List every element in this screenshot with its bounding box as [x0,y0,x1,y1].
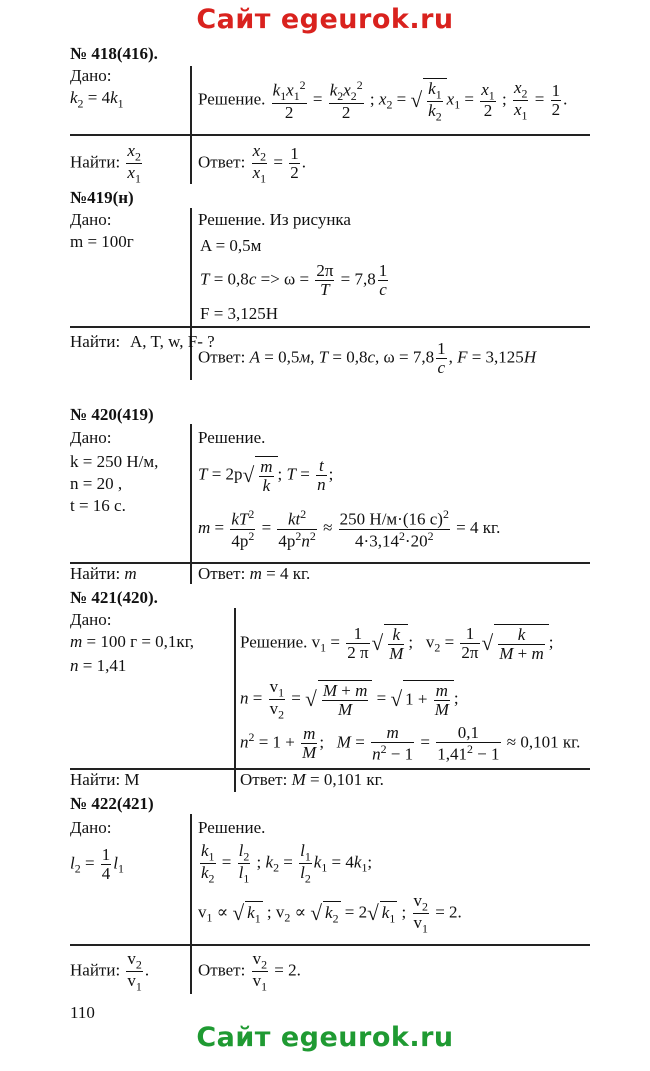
problem-421-solution-label: Решение. [240,632,308,652]
problem-419-answer-label: Ответ: [198,347,246,367]
problem-421-given-1: m = 100 г = 0,1кг, [70,632,194,651]
problem-419-solution-line-1: A = 0,5м [200,236,262,255]
problem-422-divider [190,814,192,994]
problem-420-hline [70,562,590,564]
problem-422-title: № 422(421) [70,794,154,813]
problem-418-hline [70,134,590,136]
site-watermark-top: Сайт egeurok.ru [196,4,454,35]
problem-421-title: № 421(420). [70,588,158,607]
problem-420-find [70,564,137,584]
problem-422-given-value: $l_2$ = $\frac{1}{4}$ $l_1$ [70,845,124,883]
problem-421-given-2: n = 1,41 [70,656,127,675]
problem-420-find-value: m [124,564,137,583]
problem-420-answer: Ответ: m = 4 кг. [198,564,311,583]
problem-420-given-2: n = 20 , [70,474,123,493]
problem-419-solution-header: Решение. Из рисунка [198,210,351,229]
problem-422-find: Найти: $\frac{v_2}{v_1}$ . [70,949,150,994]
problem-422-solution-line-2: $v_1$ ∝ √ $k_1$ ; $v_2$ ∝ √ $k_2 = 2√$ $k_1$ ; $\frac{v_2}{v_1}$ = 2. [198,891,462,936]
problem-421-answer: Ответ: M = 0,101 кг. [240,770,384,789]
problem-418-find-label: Найти: [70,152,121,172]
problem-420-find-label: Найти: [70,564,121,583]
problem-421-divider [234,608,236,792]
problem-420-answer-label: Ответ: [198,564,246,583]
problem-419-solution-line-3: F = 3,125H [200,304,279,323]
problem-421-find [70,770,140,790]
problem-419-solution-line-2: T = 0,8с => ω = $\frac{2\pi}{T}$ = 7,8 $\frac{1}{с}$ [200,261,388,299]
problem-422-solution-label: Решение. [198,818,266,837]
problem-422-solution-line-1: $\frac{k_1}{k_2}$ = $\frac{l_2}{l_1}$ ; $k_2$ = $\frac{l_1}{l_2}$ $k_1 = 4k_1$; [201,841,373,886]
problem-421-answer-label: Ответ: [240,770,288,789]
problem-419-find-label: Найти: [70,332,121,351]
problem-418-solution-label: Решение. [198,89,266,109]
problem-418-solution: Решение. $\frac{k_1x_1^2}{2}$ = $\frac{k_2x_2^2}{2}$ ; $x_2$ = √ $\frac{k_1}{k_2}$ $x_1$ = $\frac{x_1}{2}$ ; $\frac{x_2}{x_1}$ = $\frac{1}{2}$ . [198,78,568,124]
problem-422-answer-label: Ответ: [198,960,246,980]
problem-418-answer: Ответ: $\frac{x_2}{x_1}$ = $\frac{1}{2}$ . [198,141,306,186]
problem-418-given-value: $k_2 = 4k_1$ [70,88,124,111]
problem-419-divider [190,208,192,380]
problem-420-given-3: t = 16 с. [70,496,126,515]
problem-420-given-label: Дано: [70,428,112,447]
site-watermark-bottom: Сайт egeurok.ru [196,1022,454,1053]
problem-418-find: Найти: $\frac{x_2}{x_1}$ [70,141,141,186]
page-number: 110 [70,1003,95,1022]
problem-421-solution-line-3: $n^2 = 1$ + $\frac{m}{M}$ ; M = $\frac{m}{n^2 - 1}$ = $\frac{0,1}{1,41^2 - 1}$ ≈ 0,101 кг. [240,723,581,764]
problem-419-title: №419(н) [70,188,134,207]
problem-421-solution-line-2: n = $\frac{v_1}{v_2}$ = √ $\frac{M + m}{M}$ = √ 1 + $\frac{m}{M}$ ; [240,677,459,722]
problem-422-answer: Ответ: $\frac{v_2}{v_1}$ = 2. [198,949,301,994]
problem-421-find-label: Найти: [70,770,121,789]
problem-420-divider [190,424,192,584]
problem-419-given-value: m = 100г [70,232,134,251]
problem-418-answer-label: Ответ: [198,152,246,172]
problem-418-title: № 418(416). [70,44,158,63]
problem-419-find-value: A, T, w, F- ? [130,332,215,351]
problem-422-hline [70,944,590,946]
problem-420-given-1: k = 250 Н/м, [70,452,159,471]
problem-420-solution-line-1: T = 2p√ $\frac{m}{k}$ ; T = $\frac{t}{n}$ ; [198,456,334,495]
problem-419-answer: Ответ: A = 0,5м, T = 0,8с, ω = 7,8 $\frac{1}{с}$ , F = 3,125H [198,339,537,377]
problem-419-given-label: Дано: [70,210,112,229]
problem-421-given-label: Дано: [70,610,112,629]
problem-422-find-label: Найти: [70,960,121,980]
problem-421-find-value: M [124,770,140,789]
problem-418-given-label: Дано: [70,66,112,85]
problem-420-solution-line-2: m = $\frac{kT^2}{4p^2}$ = $\frac{kt^2}{4p^2n^2}$ ≈ $\frac{250 Н/м\cdot(16 с)^2}{4\cdot 3,14^2\cdot 20^2}$ = 4 кг. [198,507,501,551]
problem-421-solution-line-1: Решение. $v_1$ = $\frac{1}{2 \pi}$ √ $\frac{k}{M}$ ; $v_2$ = $\frac{1}{2\pi}$ √ $\frac{k}{M + m}$ ; [240,624,554,663]
problem-420-solution-label: Решение. [198,428,266,447]
problem-418-divider [190,66,192,184]
problem-419-hline [70,326,590,328]
problem-420-title: № 420(419) [70,405,154,424]
problem-422-given-label: Дано: [70,818,112,837]
